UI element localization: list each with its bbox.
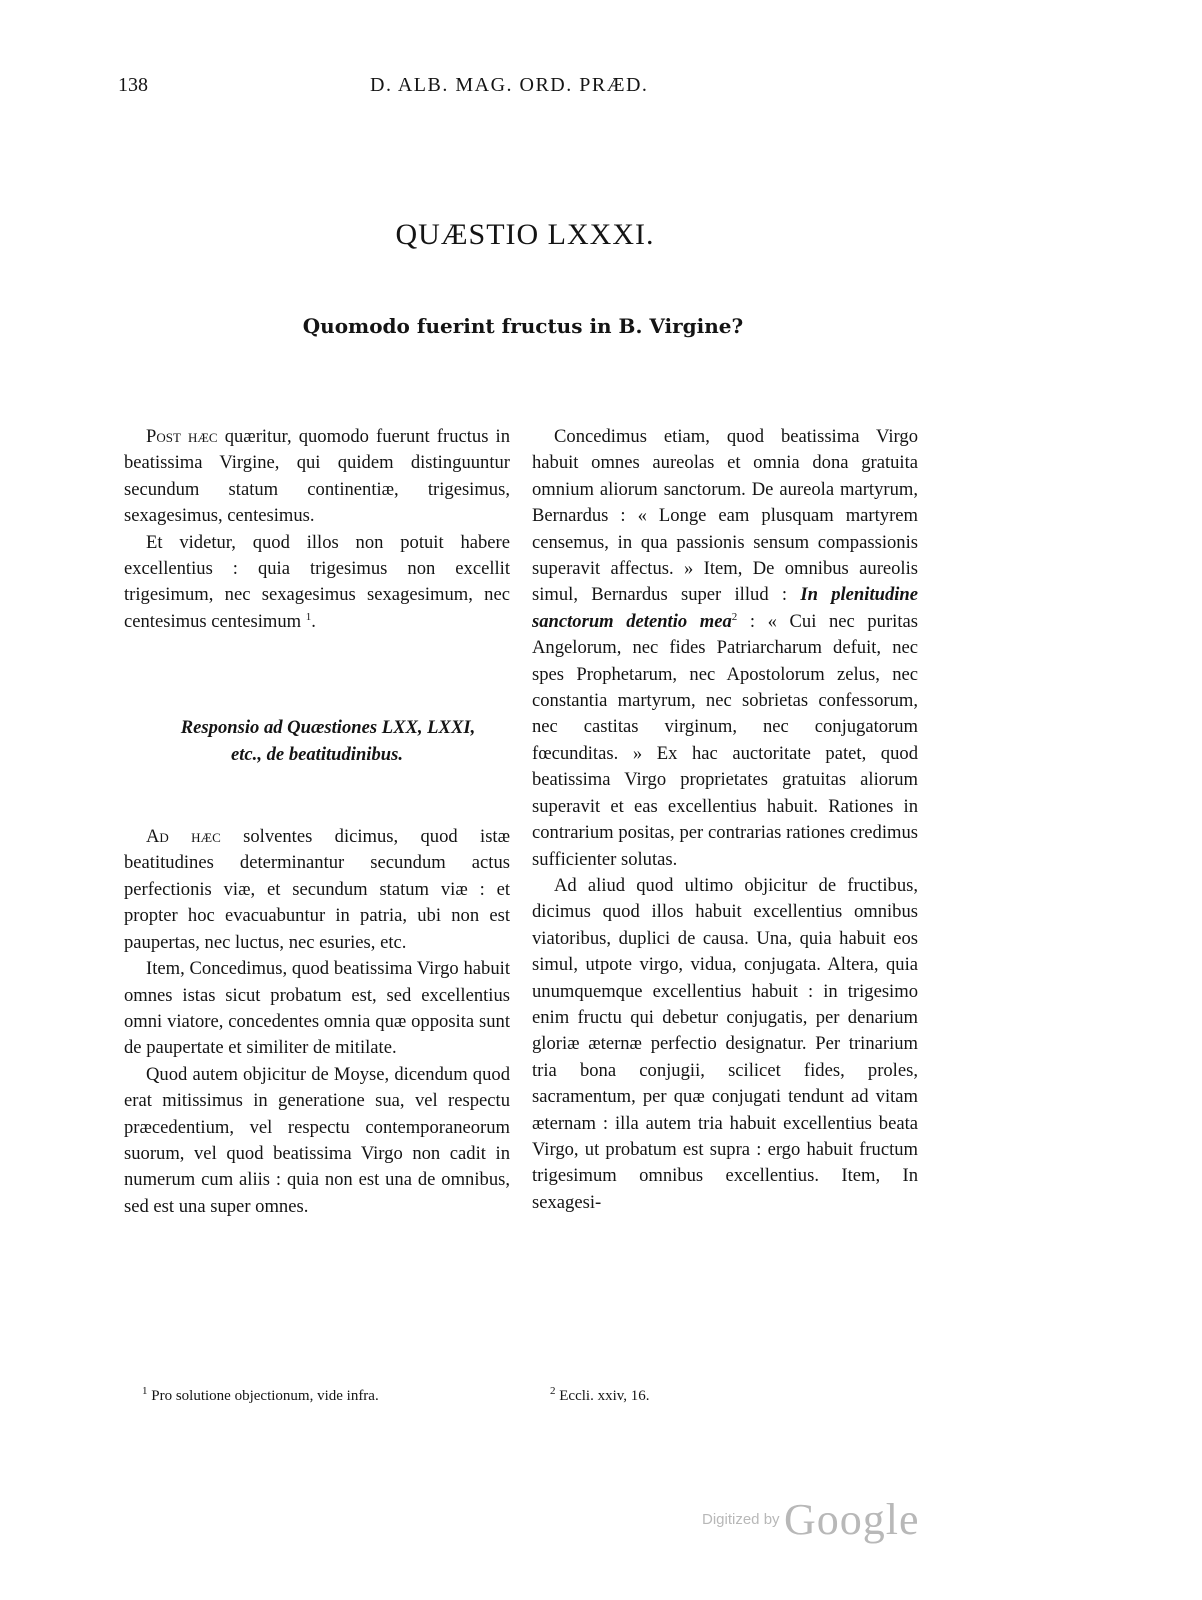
question-title: QUÆSTIO LXXXI. bbox=[395, 218, 655, 251]
footnote-text: Pro solutione objectionum, vide infra. bbox=[147, 1388, 379, 1404]
footnote-ref: 2 bbox=[731, 610, 738, 623]
footnote-1 bbox=[142, 1385, 379, 1405]
footnote-ref: 1 bbox=[305, 610, 312, 623]
section-heading-line1: Responsio ad Quæstiones LXX, LXXI, bbox=[180, 717, 476, 739]
spacer bbox=[124, 635, 510, 715]
question-subtitle: Quomodo fuerint fructus in B. Virgine? bbox=[302, 314, 744, 338]
footnote-mark: 1 bbox=[142, 1385, 148, 1397]
digitized-watermark bbox=[702, 1494, 920, 1545]
paragraph bbox=[124, 530, 510, 636]
spacer bbox=[124, 768, 510, 824]
paragraph bbox=[532, 424, 918, 873]
paragraph-text: Item, Concedimus, quod beatissima Virgo habuit omnes istas sicut probatum est, sed excellentius omni viatore, concedentes omnia quæ opposita sunt de paupertate et similiter de mitilate. bbox=[124, 958, 510, 1059]
paragraph-text: Quod autem objicitur de Moyse, dicendum quod erat mitissimus in generatione sua, vel respectu præcedentium, vel respectu contemporaneorum suorum, vel quod beatissima Virgo non cadit in numerum cum aliis : quia non est una de omnibus, sed est una super omnes. bbox=[124, 1063, 510, 1217]
paragraph-text: Concedimus etiam, quod beatissima Virgo habuit omnes aureolas et omnia dona gratuita omnium aliorum sanctorum. De aureola martyrum, Bernardus : « Longe eam plusquam martyrem censemus, in qua passionis sensum compassionis superavit affectus. » Item, De omnibus aureolis simul, Bernardus super illud : bbox=[532, 426, 918, 606]
paragraph bbox=[124, 956, 510, 1062]
paragraph-end: . bbox=[311, 610, 316, 632]
watermark-prefix: Digitized by bbox=[702, 1511, 780, 1528]
page-number: 138 bbox=[118, 74, 148, 96]
footnote-2 bbox=[550, 1385, 650, 1405]
footnote-mark: 2 bbox=[550, 1385, 556, 1397]
paragraph bbox=[124, 824, 510, 956]
section-heading bbox=[124, 715, 510, 768]
paragraph-text: quæritur, quomodo fuerunt fructus in beatissima Virgine, qui quidem distinguuntur secundum statum continentiæ, trigesimus, sexagesimus, centesimus. bbox=[124, 426, 510, 527]
google-logo: Google bbox=[784, 1495, 920, 1544]
section-heading-line2: etc., de beatitudinibus. bbox=[231, 743, 403, 765]
scripture-quote: In plenitudine sanctorum detentio mea bbox=[532, 584, 919, 632]
paragraph-text: solventes dicimus, quod istæ beatitudines determinantur secundum actus perfectionis viæ, et secundum statum viæ : et propter hoc evacuabuntur in patria, ubi non est paupertas, nec luctus, nec esuries, etc. bbox=[124, 826, 510, 953]
small-caps-lead: Ad hæc bbox=[146, 826, 221, 848]
paragraph-text: : « Cui nec puritas Angelorum, nec fides Patriarcharum defuit, nec spes Prophetarum, nec Apostolorum zelus, nec constantia martyrum, nec sobrietas confessorum, nec castitas virginum, nec conjugatorum fœcunditas. » Ex hac auctoritate patet, quod beatissima Virgo proprietates gratuitas aliorum superavit et eas excellentius habuit. Rationes in contrarium positas, per contrarias rationes credimus sufficienter solutas. bbox=[532, 610, 918, 870]
left-column bbox=[124, 424, 510, 1220]
paragraph bbox=[124, 1062, 510, 1220]
right-column bbox=[532, 424, 918, 1216]
footnote-text: Eccli. xxiv, 16. bbox=[555, 1388, 650, 1404]
running-title: D. ALB. MAG. ORD. PRÆD. bbox=[370, 74, 649, 96]
paragraph bbox=[532, 873, 918, 1216]
paragraph-text: Ad aliud quod ultimo objicitur de fructibus, dicimus quod illos habuit excellentius omnibus viatoribus, duplici de causa. Una, quia habuit eos simul, utpote virgo, vidua, conjugata. Altera, quia unumquemque excellentius habuit : in trigesimo enim fructu qui debetur conjugatis, per denarium gloriæ æternæ perfectio designatur. Per trinarium tria bona conjugii, scilicet fides, proles, sacramentum, per quæ conjugati tendunt ad vitam æternam : illa autem tria habuit excellentius beata Virgo, ut probatum est supra : ergo habuit fructum trigesimum omnibus excellentius. Item, In sexagesi- bbox=[532, 874, 918, 1213]
small-caps-lead: Post hæc bbox=[146, 426, 218, 447]
paragraph bbox=[124, 424, 510, 530]
paragraph-text: Et videtur, quod illos non potuit habere excellentius : quia trigesimus non excellit trigesimum, nec sexagesimus sexagesimum, nec centesimus centesimum bbox=[124, 531, 510, 632]
